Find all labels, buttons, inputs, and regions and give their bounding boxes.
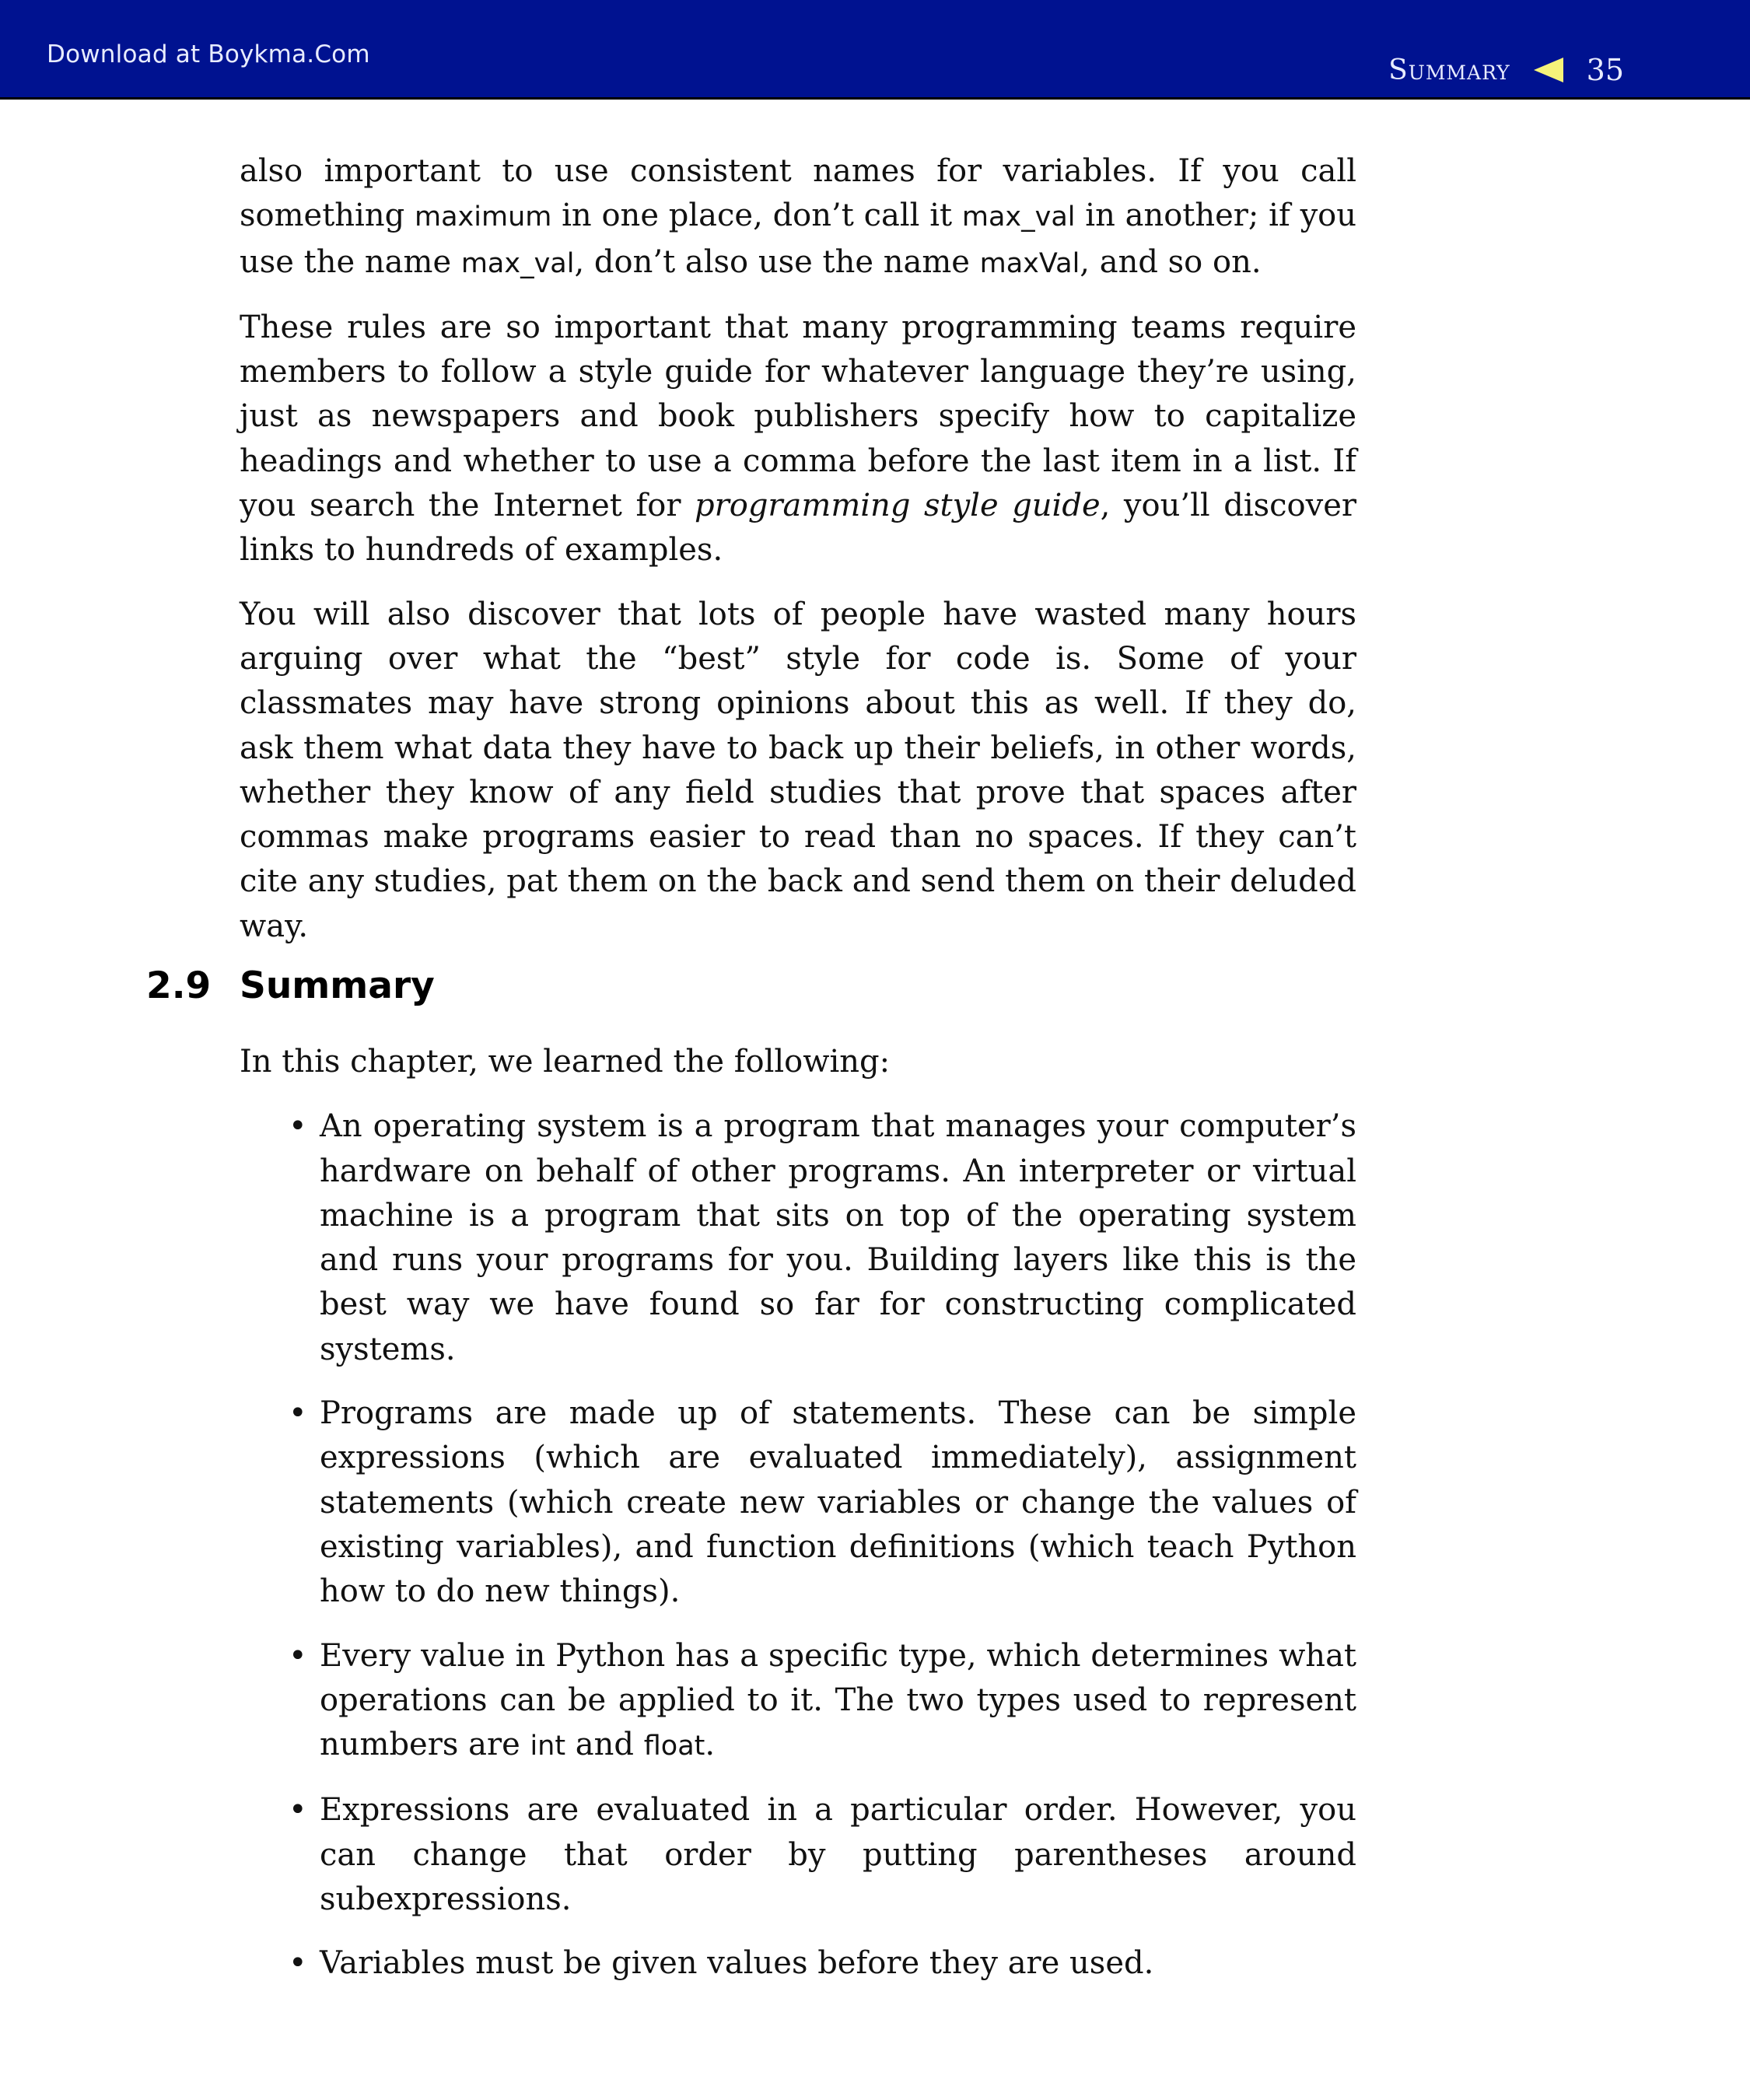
- list-item: [289, 1634, 1356, 1769]
- text-run: and: [565, 1727, 644, 1763]
- list-item-text: Variables must be given values before they are used.: [320, 1945, 1154, 1982]
- body-text: [240, 149, 1356, 968]
- text-run: also important to use consistent names for variables. If you call something: [240, 153, 1356, 234]
- list-item: [289, 1788, 1356, 1922]
- list-item-text: Programs are made up of statements. These can be simple expressions (which are evaluated immediately), assignment statements (which create new variables or change the values of existing variables), and function definitions (which teach Python how to do new things).: [320, 1395, 1356, 1610]
- text-run: in another; if you use the name: [240, 198, 1357, 280]
- left-triangle-icon: [1534, 58, 1563, 82]
- text-run: , don’t also use the name: [574, 243, 980, 280]
- text-run: Every value in Python has a specific type, which determines what operations can be applied to it. The two types used to represent numbers are: [320, 1637, 1356, 1763]
- bullet-icon: •: [289, 1792, 307, 1829]
- summary-block: [240, 1040, 1356, 2006]
- text-run: .: [705, 1727, 716, 1763]
- download-watermark-text: Download at Boykma.Com: [47, 40, 370, 68]
- text-run: These rules are so important that many programming teams require members to follow a style guide for whatever language they’re using, just as newspapers and book publishers specify how to capitalize headings and whether to use a comma before the last item in a list. If you search the Internet for: [240, 309, 1356, 524]
- section-heading: [146, 964, 435, 1007]
- summary-bullet-list: [240, 1104, 1356, 1986]
- code-maximum: maximum: [415, 201, 552, 233]
- text-run: in one place, don’t call it: [551, 198, 962, 234]
- section-title: Summary: [240, 964, 435, 1007]
- list-item: [289, 1391, 1356, 1614]
- section-number: 2.9: [146, 964, 212, 1007]
- page-header-bar: [0, 0, 1750, 100]
- code-max-val: max_val: [961, 201, 1076, 233]
- paragraph-best-style: You will also discover that lots of people have wasted many hours arguing over what the “best” style for code is. Some of your classmates may have strong opinions about this as well. If they do, ask them what data they have to back up their beliefs, in other words, whether they know of any field studies that prove that spaces after commas make programs easier to read than no spaces. If they can’t cite any studies, pat them on the back and send them on their deluded way.: [240, 596, 1356, 944]
- list-item-text: [320, 1638, 1356, 1763]
- running-header: [1388, 53, 1624, 87]
- code-max-val: max_val: [460, 247, 575, 279]
- list-item: [289, 1941, 1356, 1986]
- list-item-text: An operating system is a program that manages your computer’s hardware on behalf of other programs. An interpreter or virtual machine is a program that sits on top of the operating system and runs your programs for you. Building layers like this is the best way we have found so far for constructing complicated systems.: [320, 1108, 1356, 1367]
- paragraph-consistent-names: [240, 149, 1356, 286]
- paragraph-style-guide: [240, 306, 1356, 573]
- bullet-icon: •: [289, 1945, 307, 1982]
- list-item-text: Expressions are evaluated in a particular order. However, you can change that order by putting parentheses around subexpressions.: [320, 1792, 1356, 1918]
- page-number: 35: [1586, 53, 1624, 87]
- summary-intro: In this chapter, we learned the following:: [240, 1044, 891, 1080]
- code-maxval: maxVal: [979, 247, 1080, 279]
- text-run: , and so on.: [1080, 243, 1262, 280]
- bullet-icon: •: [289, 1395, 307, 1432]
- text-run: , you’ll discover links to hundreds of examples.: [240, 488, 1357, 569]
- code-int: int: [530, 1731, 566, 1762]
- list-item: [289, 1104, 1356, 1372]
- emphasis-programming-style-guide: programming style guide: [695, 488, 1101, 524]
- running-header-section-title: Summary: [1388, 54, 1510, 86]
- bullet-icon: •: [289, 1637, 307, 1674]
- code-float: float: [643, 1731, 705, 1762]
- bullet-icon: •: [289, 1108, 307, 1145]
